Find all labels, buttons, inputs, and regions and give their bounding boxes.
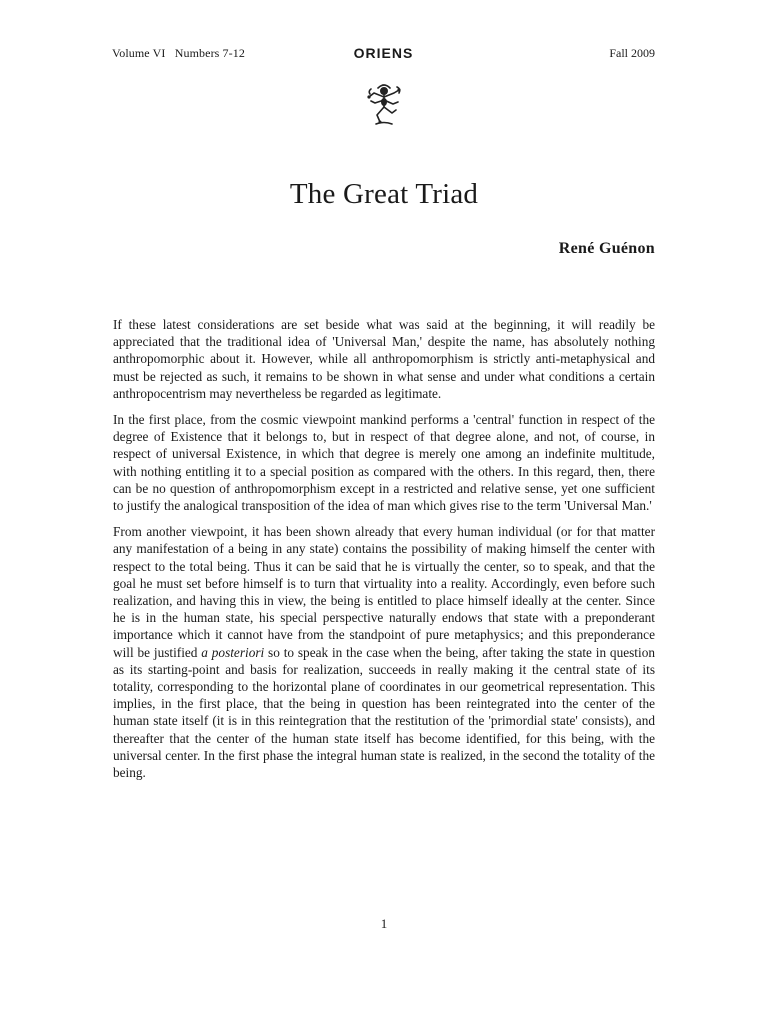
- paragraph: If these latest considerations are set beside what was said at the beginning, it will readily be appreciated that the traditional idea of 'Universal Man,' despite the name, has absolutely nothing anthropomorphic about it. However, while all anthropomorphism is strictly anti-metaphysical and must be rejected as such, it remains to be shown in what sense and under what conditions a certain anthropocentrism may nevertheless be regarded as legitimate.: [113, 317, 655, 401]
- page-number: 1: [380, 916, 388, 931]
- article-author: René Guénon: [558, 240, 655, 257]
- running-header: [112, 46, 655, 64]
- issue-date: Fall 2009: [609, 46, 655, 60]
- article-title: The Great Triad: [289, 178, 479, 210]
- paragraph: [113, 523, 655, 781]
- paragraph-text: From another viewpoint, it has been shown already that every human individual (or for that matter any manifestation of a being in any state) contains the possibility of making himself the center with respect to the total being. Thus it can be said that he is virtually the center, so to speak, and that the goal he must set before himself is to turn that virtuality into a reality. Accordingly, even before such realization, and having this in view, the being is entitled to place himself ideally at the center. Since he is in the human state, his special perspective naturally endows that state with a preponderant importance which it cannot have from the standpoint of pure metaphysics; and this preponderance will be justified: [113, 524, 655, 660]
- article-body: [113, 316, 655, 790]
- journal-name: ORIENS: [353, 45, 414, 61]
- paragraph: In the first place, from the cosmic viewpoint mankind performs a 'central' function in respect of the degree of Existence that it belongs to, but in respect of that degree alone, and not, of course, in respect of universal Existence, in which that degree is merely one among an indefinite multitude, with nothing entitling it to a special position as compared with the others. In this regard, then, there can be no question of anthropomorphism except in a restricted and relative sense, yet one sufficient to justify the analogical transposition of the idea of man which gives rise to the term 'Universal Man.': [113, 412, 655, 514]
- italic-phrase: a posteriori: [201, 644, 265, 660]
- volume-info: Volume VI Numbers 7-12: [112, 46, 245, 60]
- paragraph-text: so to speak in the case when the being, after taking the state in question as its starting-point and basis for realization, succeeds in really making it the central state of its totality, corresponding to the horizontal plane of coordinates in our geometrical representation. This implies, in the first place, that the being in question has been reintegrated into the center of the human state itself (it is in this reintegration that the restitution of the 'primordial state' consists), and thereafter that the center of the human state itself has become identified, for this being, with the universal center. In the first phase the integral human state is realized, in the second the totality of the being.: [113, 644, 655, 781]
- dancing-figure-icon: [362, 80, 406, 128]
